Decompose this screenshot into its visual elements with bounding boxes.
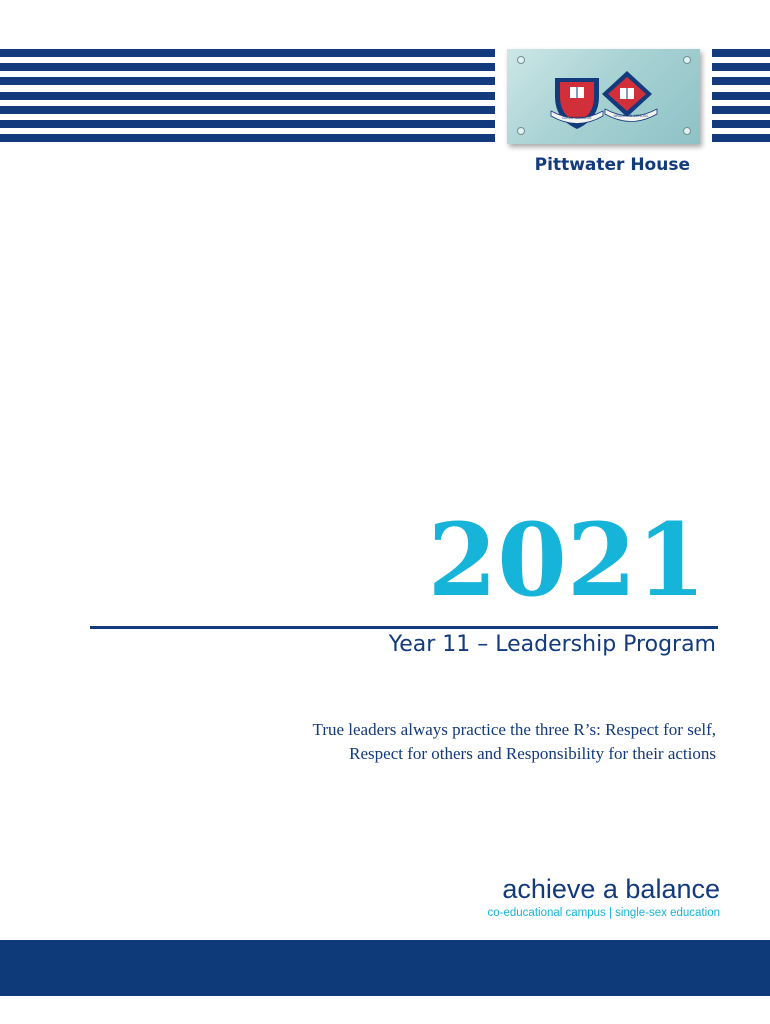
quote-line-2: Respect for others and Responsibility for their actions [349, 744, 716, 763]
title-divider [90, 626, 718, 629]
footer-tagline: achieve a balance [502, 874, 720, 904]
left-crest-banner-text: GIRLS' COLLEGE [562, 116, 592, 120]
footer-subtagline: co-educational campus | single-sex education [487, 907, 720, 919]
grammar-school-crest [602, 71, 652, 117]
program-title: Year 11 – Leadership Program [388, 632, 716, 657]
header-stripes-left [0, 49, 495, 148]
school-crest-plaque [507, 49, 700, 144]
quote-line-1: True leaders always practice the three R’s: Respect for self, [312, 720, 716, 739]
leadership-quote [150, 718, 716, 766]
cover-year: 2021 [427, 501, 706, 619]
header-stripes-right [712, 49, 770, 148]
right-crest-banner-text: GRAMMAR SCHOOL [613, 114, 649, 118]
school-crests-logo [507, 49, 700, 144]
school-name: Pittwater House [534, 155, 690, 175]
footer-band [0, 940, 770, 996]
